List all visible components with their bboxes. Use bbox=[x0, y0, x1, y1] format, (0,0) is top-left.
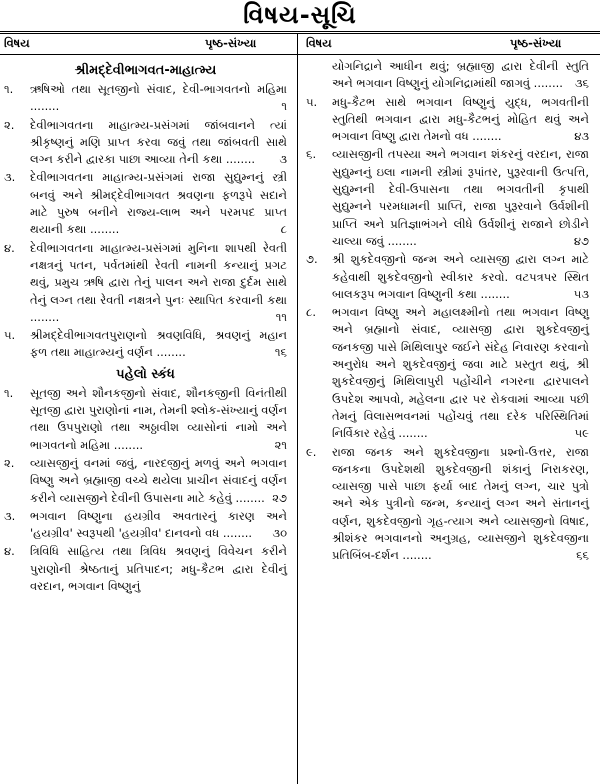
toc-entry bbox=[4, 240, 287, 326]
entry-title: સૂતજી અને શૌનકજીનો સંવાદ, શૌનકજીની વિનંતીથી સૂતજી દ્વારા પુરાણોનાં નામ, તેમની શ્લોક-સંખ્યાનું વર્ણન તથા ઉપપુરાણો તથા અઠ્ઠાવીશ વ્યાસોનાં નામો અને ભાગવતનો મહિમા bbox=[30, 385, 288, 452]
entry-text: દેવીભાગવતના માહાત્મ્ય-પ્રસંગમાં જાંબવાનને ત્યાં શ્રીકૃષ્ણનું મણિ પ્રાપ્ત કરવા જવું તથા જાંબવતી સાથે લગ્ન કરીને દ્વારકા પાછા આવ્યા તેની કથા ........ ૩ bbox=[30, 117, 287, 169]
entry-page: ૫૩ bbox=[573, 286, 589, 301]
header-rule bbox=[0, 54, 600, 55]
entry-title: શ્રી શુકદેવજીનો જન્મ અને વ્યાસજી દ્વારા લગ્ન માટે કહેવાથી શુકદેવજીનો સ્વીકાર કરવો. વટપત્રપર સ્થિત બાલકરૂપ ભગવાન વિષ્ણુની કથા bbox=[332, 252, 589, 301]
right-subject-header: વિષય bbox=[306, 36, 332, 50]
toc-entry bbox=[4, 385, 287, 454]
entry-title: ત્રિવિધિ સાહિત્ય તથા ત્રિવિધ શ્રવણનું વિવેચન કરીને પુરાણોની શ્રેષ્ઠતાનું પ્રતિપાદન; મધુ-કૈટભ દ્વારા દેવીનું વરદાન, ભગવાન વિષ્ણુનું bbox=[30, 544, 287, 594]
left-subject-header: વિષય bbox=[4, 36, 30, 50]
toc-entry bbox=[4, 327, 287, 362]
entry-page: ૩૦ bbox=[272, 526, 287, 541]
section-heading: પહેલો સ્કંધ bbox=[116, 366, 175, 382]
entry-title: દેવીભાગવતના માહાત્મ્ય-પ્રસંગમાં મુનિના શાપથી રેવતી નક્ષત્રનું પતન, પર્વતમાંથી રેવતી નામની કન્યાનું પ્રગટ થવું, પ્રમુચ ઋષિ દ્વારા તેનું પાલન અને રાજા દુર્દમ સાથે તેનું લગ્ન તથા રેવતી નક્ષત્રને પુનઃ સ્થાપિત કરવાની કથા bbox=[30, 240, 287, 307]
top-rule-2 bbox=[0, 33, 600, 34]
entry-page: ૫૯ bbox=[574, 426, 589, 441]
toc-entry bbox=[306, 58, 589, 93]
entry-title: રાજા જનક અને શુકદેવજીના પ્રશ્નો-ઉત્તર, રાજા જનકના ઉપદેશથી શુકદેવજીની શંકાનું નિરાકરણ, વ્યાસજી પાસે પાછા ફર્યા બાદ તેમનું લગ્ન, ચાર પુત્રો અને એક પુત્રીનો જન્મ, કન્યાનું લગ્ન અને સંતાનનું વર્ણન, શુકદેવજીનો ગૃહ-ત્યાગ અને વ્યાસજીનો વિષાદ, શ્રીશંકર ભગવાનનો અનુગ્રહ, વ્યાસજીને શુકદેવજીના પ્રતિબિંબ-દર્શન bbox=[332, 444, 589, 563]
entry-number: ૮. bbox=[306, 305, 316, 320]
entry-number: ૪. bbox=[4, 544, 15, 559]
entry-text: ભગવાન વિષ્ણુ અને મહાલક્ષ્મીનો તથા ભગવાન વિષ્ણુ અને બ્રહ્માનો સંવાદ, વ્યાસજી દ્વારા શુકદેવજીનું જનકજી પાસે મિથિલાપુર જઈને સંદેહ નિવારણ કરવાનો અનુરોધ અને શુકદેવજીનું જવા માટે પ્રસ્તુત થવું, શ્રી શુકદેવજીનું મિથિલાપુરી પહોંચીને નગરના દ્વારપાલને ઉપદેશ આપવો, મહેલના દ્વાર પર રોકવામાં આવ્યા પછી તેમનું વિલાસભવનમાં પહોંચવું તથા દરેક પરિસ્થિતિમાં નિર્વિકાર રહેવું ........ ૫૯ bbox=[332, 304, 589, 442]
toc-entry bbox=[306, 251, 589, 303]
toc-entry bbox=[4, 117, 287, 169]
entry-number: ૩. bbox=[4, 508, 16, 523]
column-divider bbox=[297, 33, 298, 784]
entry-title: ઋષિઓ તથા સૂતજીનો સંવાદ, દેવી-ભાગવતનો મહિમા bbox=[30, 82, 287, 96]
toc-entry bbox=[4, 81, 287, 116]
entry-title: ભગવાન વિષ્ણુ અને મહાલક્ષ્મીનો તથા ભગવાન વિષ્ણુ અને બ્રહ્માનો સંવાદ, વ્યાસજી દ્વારા શુકદેવજીનું જનકજી પાસે મિથિલાપુર જઈને સંદેહ નિવારણ કરવાનો અનુરોધ અને શુકદેવજીનું જવા માટે પ્રસ્તુત થવું, શ્રી શુકદેવજીનું મિથિલાપુરી પહોંચીને નગરના દ્વારપાલને ઉપદેશ આપવો, મહેલના દ્વાર પર રોકવામાં આવ્યા પછી તેમનું વિલાસભવનમાં પહોંચવું તથા દરેક પરિસ્થિતિમાં નિર્વિકાર રહેવું bbox=[332, 305, 589, 441]
entry-text bbox=[30, 543, 287, 595]
entry-number: ૯. bbox=[306, 444, 317, 459]
entry-text: દેવીભાગવતના માહાત્મ્ય-પ્રસંગમાં રાજા સુદ્યુમ્નનું સ્ત્રી બનવું અને શ્રીમદ્દેવીભાગવત શ્રવણના ફળરૂપે સદાને માટે પુરુષ બનીને રાજ્ય-લાભ અને પરમપદ પ્રાપ્ત થયાની કથા ........ ૮ bbox=[30, 169, 287, 238]
entry-number: ૬. bbox=[306, 147, 317, 162]
toc-entry bbox=[306, 94, 589, 146]
entry-page: ૨૧ bbox=[274, 437, 287, 452]
entry-text: વ્યાસજીની તપસ્યા અને ભગવાન શંકરનું વરદાન, રાજા સુદ્યુમ્નનું ઇલા નામની સ્ત્રીમાં રૂપાંતર, પુરૂરવાની ઉત્પત્તિ, સુદ્યુમ્નની દેવી-ઉપાસના તથા ભગવતીની કૃપાથી સુદ્યુમ્નને પરમધામની પ્રાપ્તિ, રાજા પુરૂરવાને ઉર્વશીની પ્રાપ્તિ અને પ્રતિજ્ઞાભંગને લીધે ઉર્વશીનું રાજાને છોડીને ચાલ્યા જવું ........ ૪૭ bbox=[332, 146, 589, 250]
entry-text: ઋષિઓ તથા સૂતજીનો સંવાદ, દેવી-ભાગવતનો મહિમા ........ ૧ bbox=[30, 81, 287, 116]
entry-number bbox=[306, 58, 332, 93]
entry-page: ૮ bbox=[280, 222, 287, 237]
entry-number: ૧. bbox=[4, 82, 14, 96]
left-page-header: પૃષ્ઠ-સંખ્યા bbox=[205, 36, 257, 50]
title-bar bbox=[0, 0, 600, 30]
toc-entry bbox=[4, 508, 287, 543]
right-column bbox=[306, 58, 589, 566]
entry-title: દેવીભાગવતના માહાત્મ્ય-પ્રસંગમાં જાંબવાનને ત્યાં શ્રીકૃષ્ણનું મણિ પ્રાપ્ત કરવા જવું તથા જાંબવતી સાથે લગ્ન કરીને દ્વારકા પાછા આવ્યા તેની કથા bbox=[30, 117, 287, 167]
entry-text: શ્રી શુકદેવજીનો જન્મ અને વ્યાસજી દ્વારા લગ્ન માટે કહેવાથી શુકદેવજીનો સ્વીકાર કરવો. વટપત્રપર સ્થિત બાલકરૂપ ભગવાન વિષ્ણુની કથા ........ ૫૩ bbox=[332, 251, 589, 303]
entry-text: ભગવાન વિષ્ણુના હયગ્રીવ અવતારનું કારણ અને 'હયગ્રીવ' સ્વરૂપથી 'હયગ્રીવ' દાનવનો વધ ........ ૩૦ bbox=[30, 508, 287, 543]
entry-text: સૂતજી અને શૌનકજીનો સંવાદ, શૌનકજીની વિનંતીથી સૂતજી દ્વારા પુરાણોનાં નામ, તેમની શ્લોક-સંખ્યાનું વર્ણન તથા ઉપપુરાણો તથા અઠ્ઠાવીશ વ્યાસોનાં નામો અને ભાગવતનો મહિમા ........ ૨૧ bbox=[30, 385, 287, 454]
section-heading: શ્રીમદ્દેવીભાગવત-માહાત્મ્ય bbox=[74, 63, 217, 78]
entry-text: યોગનિદ્રાને આધીન થવું; બ્રહ્માજી દ્વારા દેવીની સ્તુતિ અને ભગવાન વિષ્ણુનું યોગનિદ્રામાંથી જાગવું ........ ૩૬ bbox=[332, 58, 589, 93]
entry-page: ૩ bbox=[279, 152, 287, 167]
toc-entry bbox=[306, 146, 589, 250]
entry-number: ૧. bbox=[4, 385, 14, 400]
entry-number: ૭. bbox=[306, 252, 318, 267]
entry-number: ૫. bbox=[306, 94, 318, 109]
entry-title: ભગવાન વિષ્ણુના હયગ્રીવ અવતારનું કારણ અને 'હયગ્રીવ' સ્વરૂપથી 'હયગ્રીવ' દાનવનો વધ bbox=[30, 508, 287, 541]
entry-text: વ્યાસજીનું વનમાં જવું, નારદજીનું મળવું અને ભગવાન વિષ્ણુ અને બ્રહ્માજી વચ્ચે થયેલા પ્રાચીન સંવાદનું વર્ણન કરીને વ્યાસજીને દેવીની ઉપાસના માટે કહેવું ........ ૨૭ bbox=[30, 455, 287, 507]
entry-text: રાજા જનક અને શુકદેવજીના પ્રશ્નો-ઉત્તર, રાજા જનકના ઉપદેશથી શુકદેવજીની શંકાનું નિરાકરણ, વ્યાસજી પાસે પાછા ફર્યા બાદ તેમનું લગ્ન, ચાર પુત્રો અને એક પુત્રીનો જન્મ, કન્યાનું લગ્ન અને સંતાનનું વર્ણન, શુકદેવજીનો ગૃહ-ત્યાગ અને વ્યાસજીનો વિષાદ, શ્રીશંકર ભગવાનનો અનુગ્રહ, વ્યાસજીને શુકદેવજીના પ્રતિબિંબ-દર્શન ........ ૬૬ bbox=[332, 444, 589, 565]
entry-page: ૬૬ bbox=[576, 548, 589, 563]
right-page-header: પૃષ્ઠ-સંખ્યા bbox=[510, 36, 562, 50]
entry-title: વ્યાસજીનું વનમાં જવું, નારદજીનું મળવું અને ભગવાન વિષ્ણુ અને બ્રહ્માજી વચ્ચે થયેલા પ્રાચીન સંવાદનું વર્ણન કરીને વ્યાસજીને દેવીની ઉપાસના માટે કહેવું bbox=[30, 455, 287, 505]
entry-page: ૩૬ bbox=[574, 76, 589, 91]
entry-number: ૨. bbox=[4, 455, 15, 470]
entry-page: ૪૭ bbox=[573, 233, 589, 248]
entry-number: ૨. bbox=[4, 117, 15, 132]
left-column bbox=[4, 58, 287, 596]
entry-page: ૨૭ bbox=[272, 490, 287, 505]
toc-entry bbox=[306, 444, 589, 565]
entry-number: ૩. bbox=[4, 170, 16, 185]
entry-page: ૧૬ bbox=[274, 345, 287, 360]
toc-entry bbox=[4, 543, 287, 595]
entry-title: યોગનિદ્રાને આધીન થવું; બ્રહ્માજી દ્વારા દેવીની સ્તુતિ અને ભગવાન વિષ્ણુનું યોગનિદ્રામાંથી જાગવું bbox=[332, 59, 589, 91]
entry-number: ૪. bbox=[4, 240, 15, 255]
toc-entry bbox=[4, 455, 287, 507]
entry-title: દેવીભાગવતના માહાત્મ્ય-પ્રસંગમાં રાજા સુદ્યુમ્નનું સ્ત્રી બનવું અને શ્રીમદ્દેવીભાગવત શ્રવણના ફળરૂપે સદાને માટે પુરુષ બનીને રાજ્ય-લાભ અને પરમપદ પ્રાપ્ત થયાની કથા bbox=[30, 170, 287, 237]
entry-text: શ્રીમદ્દેવીભાગવતપુરાણનો શ્રવણવિધિ, શ્રવણનું મહાન ફળ તથા માહાત્મ્યનું વર્ણન ........ ૧૬ bbox=[30, 327, 287, 362]
entry-title: શ્રીમદ્દેવીભાગવતપુરાણનો શ્રવણવિધિ, શ્રવણનું મહાન ફળ તથા માહાત્મ્યનું વર્ણન bbox=[30, 328, 287, 360]
page-title: વિષય-સૂચિ bbox=[243, 1, 357, 29]
toc-entry bbox=[306, 304, 589, 442]
entry-title: મધુ-કૈટભ સાથે ભગવાન વિષ્ણુનું યુદ્ધ, ભગવતીની સ્તુતિથી ભગવાન દ્વારા મધુ-કૈટભનું મોહિત થવું અને ભગવાન વિષ્ણુ દ્વારા તેમનો વધ bbox=[332, 94, 589, 144]
toc-entry bbox=[4, 169, 287, 238]
entry-text: મધુ-કૈટભ સાથે ભગવાન વિષ્ણુનું યુદ્ધ, ભગવતીની સ્તુતિથી ભગવાન દ્વારા મધુ-કૈટભનું મોહિત થવું અને ભગવાન વિષ્ણુ દ્વારા તેમનો વધ ........ ૪૩ bbox=[332, 94, 589, 146]
entry-number: ૫. bbox=[4, 328, 16, 343]
top-rule bbox=[0, 31, 600, 32]
entry-text: દેવીભાગવતના માહાત્મ્ય-પ્રસંગમાં મુનિના શાપથી રેવતી નક્ષત્રનું પતન, પર્વતમાંથી રેવતી નામની કન્યાનું પ્રગટ થવું, પ્રમુચ ઋષિ દ્વારા તેનું પાલન અને રાજા દુર્દમ સાથે તેનું લગ્ન તથા રેવતી નક્ષત્રને પુનઃ સ્થાપિત કરવાની કથા ........ ૧૧ bbox=[30, 240, 287, 326]
entry-page: ૧૧ bbox=[275, 309, 287, 324]
entry-title: વ્યાસજીની તપસ્યા અને ભગવાન શંકરનું વરદાન, રાજા સુદ્યુમ્નનું ઇલા નામની સ્ત્રીમાં રૂપાંતર, પુરૂરવાની ઉત્પત્તિ, સુદ્યુમ્નની દેવી-ઉપાસના તથા ભગવતીની કૃપાથી સુદ્યુમ્નને પરમધામની પ્રાપ્તિ, રાજા પુરૂરવાને ઉર્વશીની પ્રાપ્તિ અને પ્રતિજ્ઞાભંગને લીધે ઉર્વશીનું રાજાને છોડીને ચાલ્યા જવું bbox=[332, 147, 589, 248]
entry-page: ૪૩ bbox=[574, 129, 589, 144]
entry-page: ૧ bbox=[281, 99, 287, 114]
